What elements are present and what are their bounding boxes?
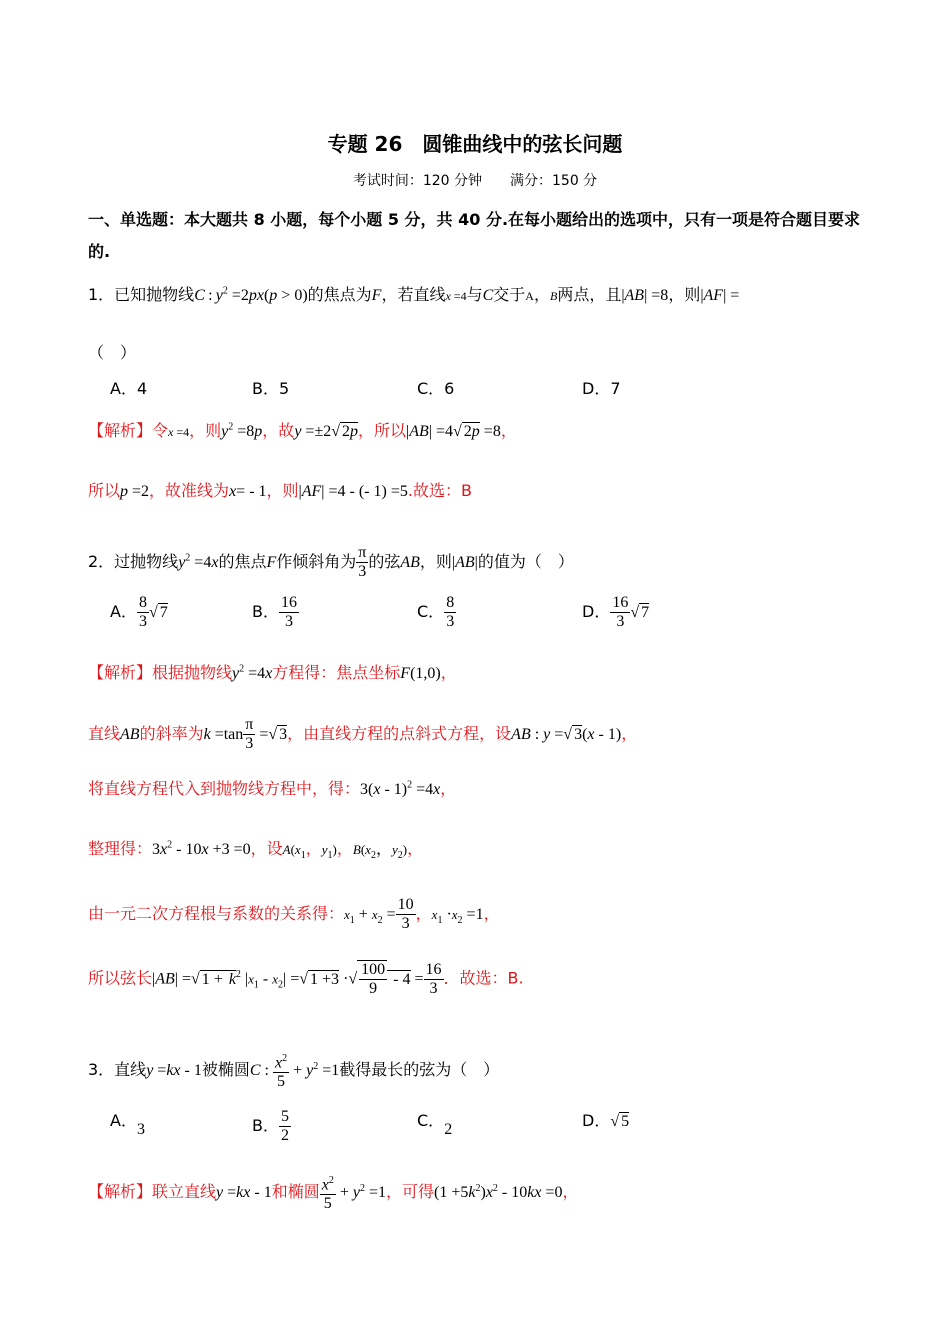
q1-option-d: D．7 (582, 379, 621, 398)
q2-option-c: C． $\frac{8}{3}$ (417, 594, 455, 630)
q2-analysis-line-6: 所以弦长|AB| =√ $1 + k^2$ $|x_1 - x_2|$ =√ 1 +3 ·√ $\frac{100}{9}$ - 4 = $\frac{16}{3}$ ．故选：B. (88, 960, 524, 997)
page-title: 专题 26 圆锥曲线中的弦长问题 (327, 132, 623, 156)
question-1-stem: 1．已知抛物线C : $y^2 =2px(p > 0)$的焦点为F，若直线x =4与C交于A，B两点，且|AB| =8，则|AF| = (88, 285, 740, 304)
q3-option-d: D．√ 5 (582, 1111, 630, 1130)
exam-info: 考试时间：120 分钟 满分：150 分 (352, 173, 598, 189)
q3-option-c: C．2 (417, 1111, 453, 1138)
question-3-stem: 3．直线y =kx - 1被椭圆C : $\frac{x^2}{5}$ + $y^2 =1$截得最长的弦为（ ） (88, 1050, 499, 1091)
q2-option-d: D． $\frac{16}{3}$ √ 7 (582, 594, 650, 630)
q2-option-b: B． $\frac{16}{3}$ (252, 594, 297, 630)
question-1-paren: （ ） (88, 343, 137, 362)
q3-option-a: A．3 (110, 1111, 145, 1138)
q1-option-c: C．6 (417, 379, 455, 398)
q2-analysis-line-1: 【解析】根据抛物线$y^2 =4x$方程得：焦点坐标F(1,0)， (88, 663, 457, 682)
q1-option-a: A．4 (110, 379, 148, 398)
q3-analysis-line-1: 【解析】联立直线y =kx - 1和椭圆 $\frac{x^2}{5}$ + $y^2 =1$，可得$(1 +5k^2)x^2 - 10kx =0$， (88, 1172, 579, 1213)
q2-option-a: A． $\frac{8}{3}$ √ 7 (110, 594, 168, 630)
q2-analysis-line-3: 将直线方程代入到抛物线方程中，得：3(x - 1)$^2$ =4x， (88, 779, 457, 798)
q3-option-b: B． $\frac{5}{2}$ (252, 1108, 289, 1144)
question-2-stem: 2．过抛物线$y^2 =4x$的焦点F作倾斜角为 $\frac{\pi}{3}$ 的弦AB，则|AB|的值为（ ） (88, 544, 574, 580)
section-heading: 一、单选题：本大题共 8 小题，每个小题 5 分，共 40 分.在每小题给出的选项中，只有一项是符合题目要求的. (88, 210, 861, 261)
q2-analysis-line-4: 整理得：$3x^2 - 10x +3 =0$，设$A(x_1$，$y_1$)，$B(x_2$，$y_2$)， (88, 839, 424, 862)
q2-analysis-line-5: 由一元二次方程根与系数的关系得：$x_1 + x_2$ = $\frac{10}{3}$ ，$x_1 \cdot x_2 =1$， (88, 896, 500, 932)
q1-option-b: B．5 (252, 379, 290, 398)
q1-analysis-line-1: 【解析】令x =4，则$y^2 =8p$，故y =±2√ 2p，所以|AB| =4√ 2p =8， (88, 421, 517, 440)
q1-analysis-line-2: 所以p =2，故准线为x= - 1，则|AF| =4 - (- 1) =5.故选：B (88, 481, 472, 500)
q2-analysis-line-2: 直线AB的斜率为k =tan $\frac{\pi}{3}$ =√ 3，由直线方程的点斜式方程，设AB : y =√ 3(x - 1)， (88, 716, 638, 752)
